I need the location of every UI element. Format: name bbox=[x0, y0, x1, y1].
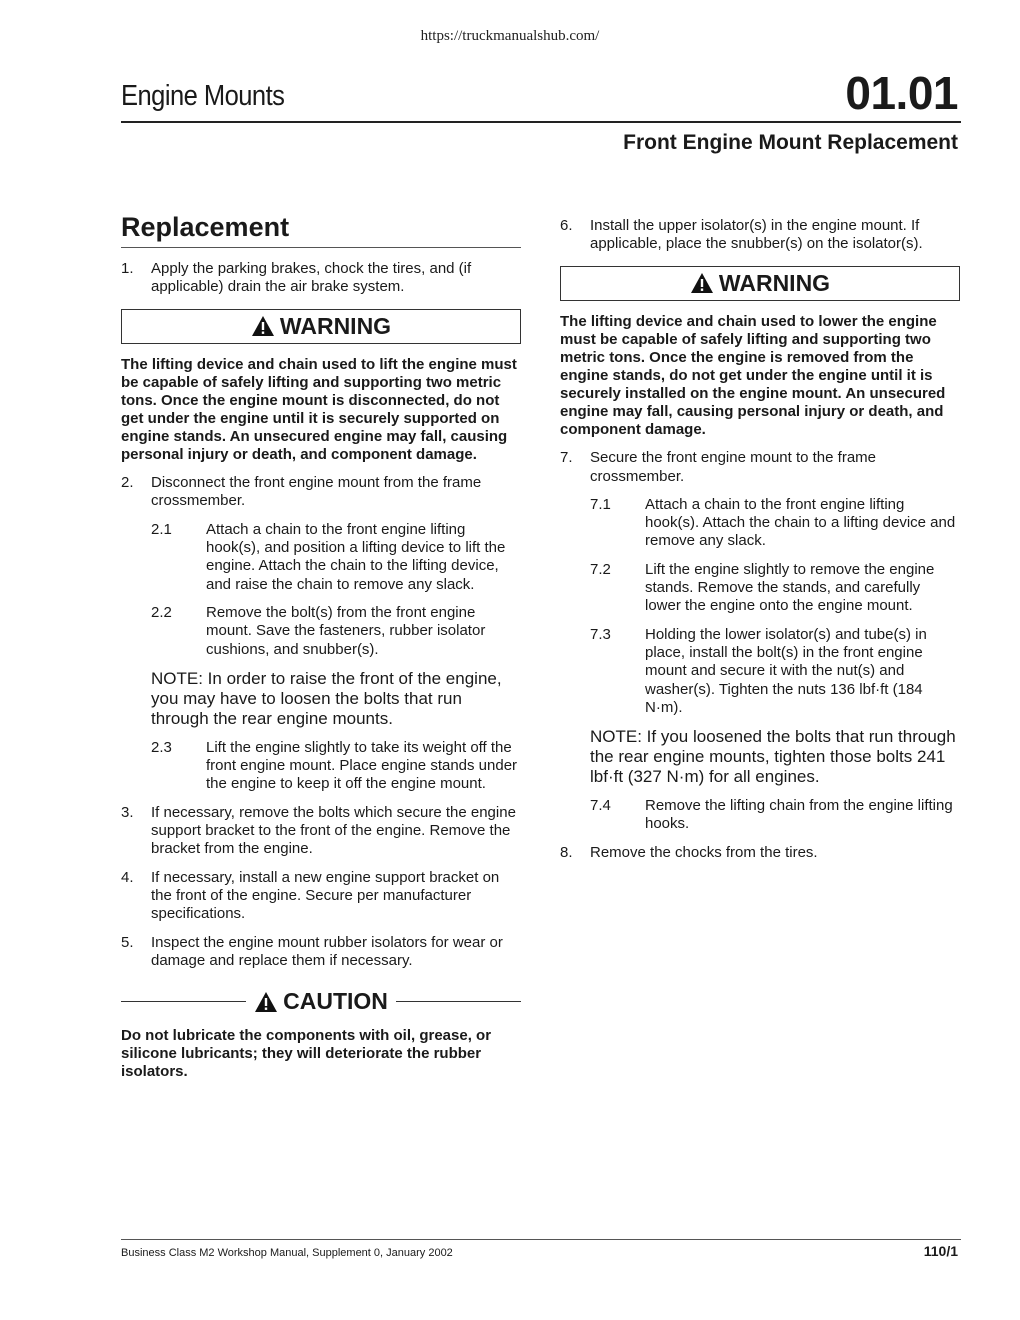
substep-number: 2.2 bbox=[151, 603, 172, 621]
substep-text: Attach a chain to the front engine lifting hook(s), and position a lifting device to lift the engine. Attach the chain to the lifting device, and raise the chain to remove any slack. bbox=[206, 520, 506, 593]
warning-triangle-icon bbox=[251, 315, 275, 337]
substep-text: Remove the lifting chain from the engine lifting hooks. bbox=[645, 797, 953, 833]
step-2-1 bbox=[151, 521, 521, 594]
substep-text: Lift the engine slightly to remove the engine stands. Remove the stands, and carefully lower the engine onto the engine mount. bbox=[645, 560, 935, 615]
warning-text: The lifting device and chain used to lower the engine must be capable of safely lifting and supporting two metric tons. Once the engine is removed from the engine stands, do not get under the engine until it is securely installed on the engine mount. An unsecured engine may fall, causing personal injury or death, and component damage. bbox=[560, 312, 946, 439]
step-4 bbox=[121, 869, 521, 924]
footer-rule bbox=[121, 1239, 961, 1240]
step-number: 4. bbox=[121, 868, 134, 886]
step-6 bbox=[560, 217, 960, 254]
step-number: 3. bbox=[121, 803, 134, 821]
note: NOTE: In order to raise the front of the engine, you may have to loosen the bolts that run through the rear engine mounts. bbox=[151, 668, 502, 728]
step-3 bbox=[121, 804, 521, 859]
footer-manual-title: Business Class M2 Workshop Manual, Supplement 0, January 2002 bbox=[121, 1247, 453, 1259]
page-number: 110/1 bbox=[923, 1243, 958, 1259]
substep-number: 7.4 bbox=[590, 797, 611, 815]
chapter-title: Engine Mounts bbox=[121, 80, 285, 112]
step-number: 6. bbox=[560, 217, 573, 234]
source-url[interactable]: https://truckmanualshub.com/ bbox=[420, 28, 600, 44]
step-text: If necessary, remove the bolts which secure the engine support bracket to the front of the engine. Remove the bracket from the engine. bbox=[151, 803, 516, 858]
step-text: Apply the parking brakes, chock the tires, and (if applicable) drain the air brake system. bbox=[151, 260, 472, 296]
caution-text: Do not lubricate the components with oil, grease, or silicone lubricants; they will deteriorate the rubber isolators. bbox=[121, 1027, 492, 1081]
header-rule bbox=[121, 121, 961, 123]
substep-text: Attach a chain to the front engine lifting hook(s). Attach the chain to a lifting device and remove any slack. bbox=[645, 495, 956, 550]
caution-rule-right bbox=[396, 1001, 521, 1002]
warning-label: WARNING bbox=[718, 269, 831, 296]
substep-number: 7.2 bbox=[590, 560, 611, 578]
step-7-4 bbox=[590, 797, 960, 834]
substep-number: 2.3 bbox=[151, 738, 172, 756]
section-number: 01.01 bbox=[845, 67, 958, 119]
step-number: 2. bbox=[121, 474, 134, 492]
caution-label: CAUTION bbox=[283, 988, 388, 1015]
caution-rule-left bbox=[121, 1001, 246, 1002]
caution-triangle-icon bbox=[254, 991, 278, 1013]
step-7-2 bbox=[590, 561, 960, 616]
warning-triangle-icon bbox=[690, 272, 714, 294]
substep-number: 7.3 bbox=[590, 625, 611, 643]
step-text: Secure the front engine mount to the frame crossmember. bbox=[590, 449, 877, 485]
step-7 bbox=[560, 449, 960, 486]
substep-text: Lift the engine slightly to take its weight off the front engine mount. Place engine stands under the engine to keep it off the engine mount. bbox=[206, 738, 518, 793]
page-subtitle: Front Engine Mount Replacement bbox=[623, 131, 958, 154]
step-text: Disconnect the front engine mount from the frame crossmember. bbox=[151, 474, 482, 510]
warning-label: WARNING bbox=[279, 312, 392, 339]
substep-text: Holding the lower isolator(s) and tube(s) in place, install the bolt(s) in the front engine mount and secure it with the nut(s) and washer(s). Tighten the nuts 136 lbf·ft (184 N·m). bbox=[645, 625, 927, 716]
substep-text: Remove the bolt(s) from the front engine mount. Save the fasteners, rubber isolator cushions, and snubber(s). bbox=[206, 603, 486, 658]
right-column bbox=[560, 217, 960, 872]
step-1 bbox=[121, 260, 521, 297]
step-2-3 bbox=[151, 739, 521, 794]
section-heading: Replacement bbox=[121, 212, 521, 248]
note: NOTE: If you loosened the bolts that run through the rear engine mounts, tighten those bolts 241 lbf·ft (327 N·m) for all engines. bbox=[590, 727, 956, 787]
step-number: 1. bbox=[121, 260, 134, 277]
step-2 bbox=[121, 474, 521, 511]
step-2-2 bbox=[151, 604, 521, 659]
substep-number: 7.1 bbox=[590, 495, 611, 513]
step-number: 7. bbox=[560, 449, 573, 467]
step-7-3 bbox=[590, 626, 960, 717]
warning-text: The lifting device and chain used to lift the engine must be capable of safely lifting and supporting two metric tons. Once the engine mount is disconnected, do not get under the engine until it is securely supported on engine stands. An unsecured engine may fall, causing personal injury or death, and component damage. bbox=[121, 355, 517, 464]
step-text: If necessary, install a new engine support bracket on the front of the engine. Secure per manufacturer specifications. bbox=[151, 868, 500, 923]
warning-header bbox=[560, 266, 960, 301]
step-8 bbox=[560, 844, 960, 862]
step-5 bbox=[121, 934, 521, 971]
caution-header bbox=[121, 988, 521, 1015]
left-column bbox=[121, 212, 521, 1091]
step-text: Install the upper isolator(s) in the engine mount. If applicable, place the snubber(s) on the isolator(s). bbox=[590, 217, 923, 253]
step-text: Remove the chocks from the tires. bbox=[590, 843, 818, 861]
step-text: Inspect the engine mount rubber isolators for wear or damage and replace them if necessary. bbox=[151, 933, 503, 969]
step-7-1 bbox=[590, 496, 960, 551]
substep-number: 2.1 bbox=[151, 520, 172, 538]
step-number: 5. bbox=[121, 933, 134, 951]
warning-header bbox=[121, 309, 521, 344]
step-number: 8. bbox=[560, 843, 573, 861]
